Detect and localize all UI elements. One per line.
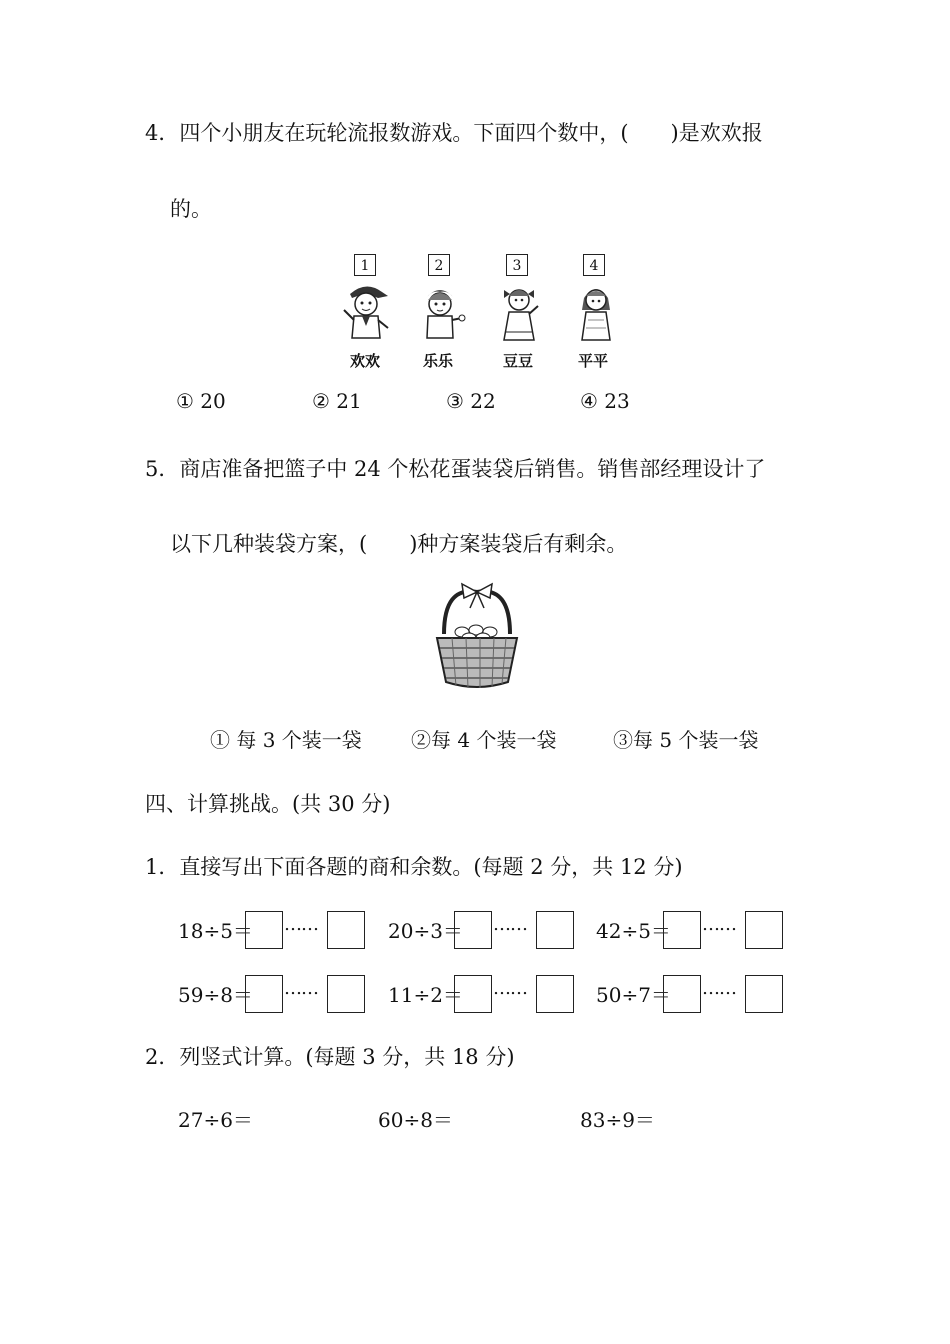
dots: …… [702, 914, 736, 935]
dots: …… [493, 914, 527, 935]
q4-option-2: ② 21 [312, 389, 362, 413]
quotient-box[interactable] [454, 975, 492, 1013]
kid-name: 欢欢 [350, 352, 381, 370]
kid-number-box: 4 [583, 254, 605, 276]
q4-line2: 的。 [170, 197, 212, 221]
vertical-calc-expression: 27÷6＝ [178, 1108, 253, 1132]
girl-with-bows-icon [496, 280, 542, 346]
boy-with-cap-icon [338, 280, 394, 346]
kid-name: 豆豆 [503, 352, 534, 370]
dots: …… [493, 978, 527, 999]
quotient-box[interactable] [454, 911, 492, 949]
division-expression: 42÷5＝ [596, 919, 671, 943]
division-expression: 18÷5＝ [178, 919, 253, 943]
kid-number-box: 2 [428, 254, 450, 276]
girl-icon [574, 280, 618, 346]
dots: …… [284, 978, 318, 999]
quotient-box[interactable] [245, 911, 283, 949]
kid-number-box: 3 [506, 254, 528, 276]
remainder-box[interactable] [536, 911, 574, 949]
remainder-box[interactable] [745, 911, 783, 949]
vertical-calc-expression: 60÷8＝ [378, 1108, 453, 1132]
q4-option-3: ③ 22 [446, 389, 496, 413]
dots: …… [702, 978, 736, 999]
remainder-box[interactable] [745, 975, 783, 1013]
q4-option-4: ④ 23 [580, 389, 630, 413]
division-expression: 20÷3＝ [388, 919, 463, 943]
boy-icon [412, 280, 468, 346]
kid-number-box: 1 [354, 254, 376, 276]
vertical-calc-expression: 83÷9＝ [580, 1108, 655, 1132]
q4-line1: 4．四个小朋友在玩轮流报数游戏。下面四个数中，( )是欢欢报 [145, 121, 763, 145]
quotient-box[interactable] [663, 975, 701, 1013]
division-expression: 11÷2＝ [388, 983, 463, 1007]
quotient-box[interactable] [663, 911, 701, 949]
quotient-box[interactable] [245, 975, 283, 1013]
division-expression: 50÷7＝ [596, 983, 671, 1007]
calc-q2-title: 2．列竖式计算。(每题 3 分，共 18 分) [145, 1045, 515, 1069]
dots: …… [284, 914, 318, 935]
kid-name: 平平 [578, 352, 609, 370]
q5-option-1: ① 每 3 个装一袋 [210, 728, 362, 752]
q5-option-3: ③每 5 个装一袋 [613, 728, 759, 752]
calc-q1-title: 1．直接写出下面各题的商和余数。(每题 2 分，共 12 分) [145, 855, 683, 879]
division-expression: 59÷8＝ [178, 983, 253, 1007]
remainder-box[interactable] [327, 911, 365, 949]
egg-basket-icon [432, 582, 522, 694]
section4-title: 四、计算挑战。(共 30 分) [145, 792, 391, 816]
remainder-box[interactable] [327, 975, 365, 1013]
q5-option-2: ②每 4 个装一袋 [411, 728, 557, 752]
q4-option-1: ① 20 [176, 389, 226, 413]
q5-line2: 以下几种装袋方案，( )种方案装袋后有剩余。 [170, 532, 628, 556]
q5-line1: 5．商店准备把篮子中 24 个松花蛋装袋后销售。销售部经理设计了 [145, 457, 766, 481]
kid-name: 乐乐 [423, 352, 454, 370]
remainder-box[interactable] [536, 975, 574, 1013]
